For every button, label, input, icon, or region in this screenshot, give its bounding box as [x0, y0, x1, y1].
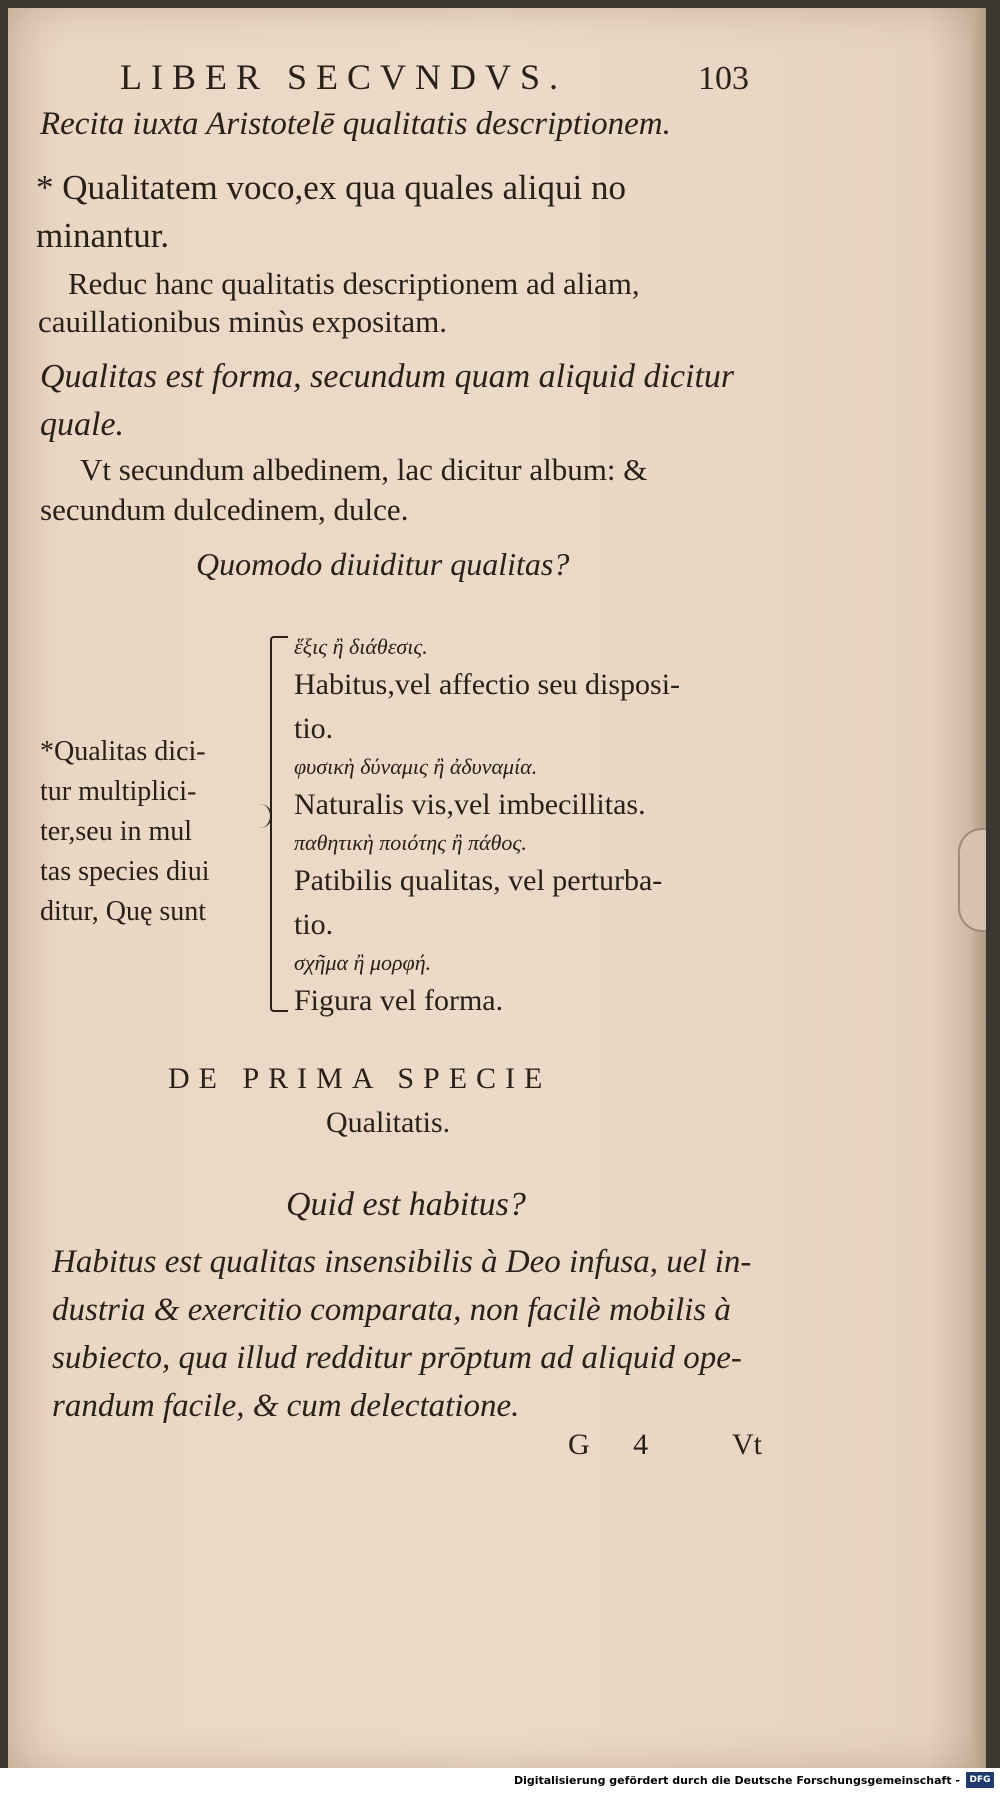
species-line: Habitus,vel affectio seu disposi- — [294, 668, 681, 701]
question-heading: Recita iuxta Aristotelē qualitatis descriptionem. — [40, 106, 671, 142]
text-line: Qualitas est forma, secundum quam aliquid dicitur — [40, 358, 735, 395]
dfg-logo: DFG — [966, 1772, 994, 1788]
question-heading: Quomodo diuiditur qualitas? — [196, 546, 570, 582]
section-heading: DE PRIMA SPECIE — [168, 1062, 552, 1095]
margin-note-line: *Qualitas dici- — [40, 736, 206, 767]
credit-text: Digitalisierung gefördert durch die Deutsche Forschungsgemeinschaft - — [513, 1774, 960, 1787]
greek-term: σχῆμα ἢ μορφή. — [294, 950, 432, 975]
margin-note-line: ter,seu in mul — [40, 816, 193, 847]
page-number: 103 — [698, 60, 749, 97]
greek-term: ἕξις ἢ διάθεσις. — [294, 634, 428, 659]
margin-note-line: tur multiplici- — [40, 776, 197, 807]
question-heading: Quid est habitus? — [286, 1186, 526, 1223]
definition-line: dustria & exercitio comparata, non facilè mobilis à — [52, 1292, 731, 1328]
margin-note-line: tas species diui — [40, 856, 210, 887]
catchword: Vt — [732, 1428, 762, 1461]
definition-line: subiecto, qua illud redditur prōptum ad aliquid ope- — [52, 1340, 742, 1376]
greek-term: παθητικὴ ποιότης ἢ πάθος. — [294, 830, 527, 855]
brace-bracket — [270, 636, 288, 1012]
clasp-tab — [958, 828, 986, 932]
species-line: Naturalis vis,vel imbecillitas. — [294, 788, 646, 821]
text-line: Vt secundum albedinem, lac dicitur album: & — [80, 452, 648, 487]
book-page — [8, 8, 986, 1768]
text-line: * Qualitatem voco,ex qua quales aliqui no — [36, 168, 626, 207]
text-line: quale. — [40, 406, 125, 443]
greek-term: φυσικὴ δύναμις ἢ ἀδυναμία. — [294, 754, 538, 779]
definition-line: randum facile, & cum delectatione. — [52, 1388, 520, 1424]
text-line: secundum dulcedinem, dulce. — [40, 492, 409, 527]
text-line: cauillationibus minùs expositam. — [38, 304, 447, 339]
definition-line: Habitus est qualitas insensibilis à Deo infusa, uel in- — [52, 1244, 752, 1280]
running-title: LIBER SECVNDVS. — [120, 57, 568, 97]
species-line: Figura vel forma. — [294, 984, 504, 1017]
species-line: tio. — [294, 908, 334, 941]
section-subheading: Qualitatis. — [326, 1106, 451, 1139]
margin-note-line: ditur, Quę sunt — [40, 896, 207, 927]
text-line: minantur. — [36, 216, 170, 255]
species-line: Patibilis qualitas, vel perturba- — [294, 864, 663, 897]
signature-mark: G 4 — [568, 1428, 667, 1461]
text-line: Reduc hanc qualitatis descriptionem ad aliam, — [68, 266, 640, 301]
species-line: tio. — [294, 712, 334, 745]
